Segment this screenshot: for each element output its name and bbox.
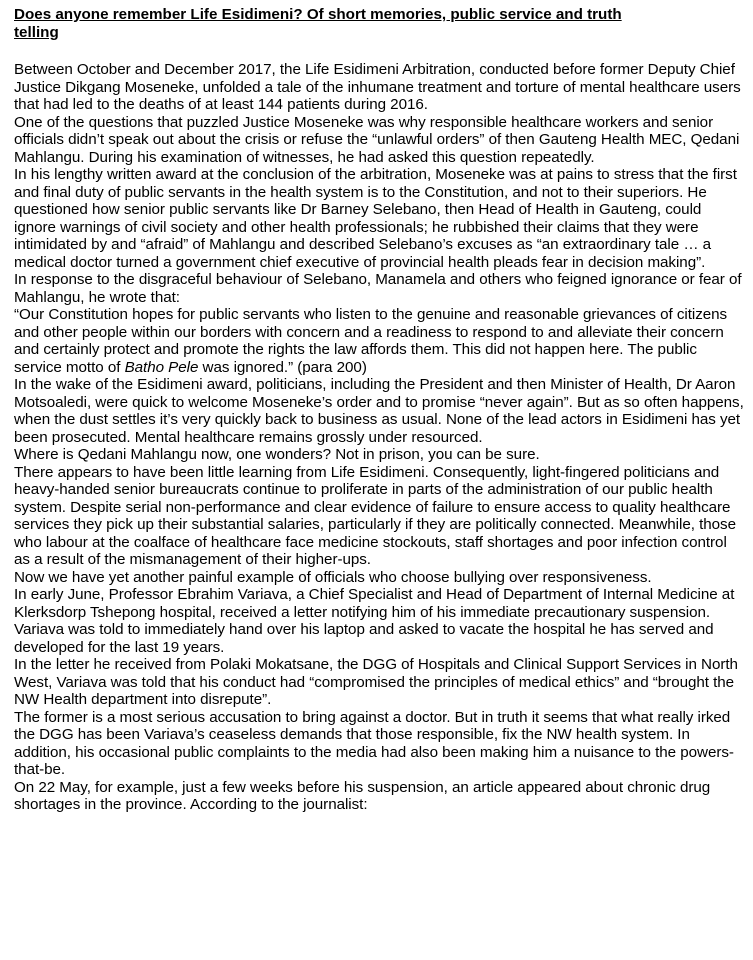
document-page [14,6,744,814]
paragraph: The former is a most serious accusation to bring against a doctor. But in truth it seems that what really irked the DGG has been Variava’s ceaseless demands that those responsible, fix the NW health system. In addition, his occasional public complaints to the media had also been making him a nuisance to the powers-that-be. [14,708,734,778]
paragraph: In the wake of the Esidimeni award, politicians, including the President and then Minister of Health, Dr Aaron Motsoaledi, were quick to welcome Moseneke’s order and to promise “never again”. But as so often happens, when the dust settles it’s very quickly back to business as usual. None of the lead actors in Esidimeni has yet been prosecuted. Mental healthcare remains grossly under resourced. [14,376,744,446]
constitution-quote [14,306,744,376]
article-title: Does anyone remember Life Esidimeni? Of short memories, public service and truth telling [14,6,622,41]
paragraph: In early June, Professor Ebrahim Variava, a Chief Specialist and Head of Department of Internal Medicine at Klerksdorp Tshepong hospital, received a letter notifying him of his immediate precautionary suspension. Variava was told to immediately hand over his laptop and asked to vacate the hospital he has served and developed for the last 19 years. [14,586,735,656]
quote-text-end: was ignored.” (para 200) [198,358,367,376]
article-body [14,61,744,814]
quote-italic-motto: Batho Pele [124,358,199,376]
quote-text-start: “Our Constitution hopes for public servants who listen to the genuine and reasonable grievances of citizens and other people within our borders with concern and a readiness to respond to and alleviate their concern and certainly protect and promote the rights the law affords them. This did not happen here. The public service motto of [14,306,728,376]
paragraph: Between October and December 2017, the Life Esidimeni Arbitration, conducted before former Deputy Chief Justice Dikgang Moseneke, unfolded a tale of the inhumane treatment and torture of mental healthcare users that had led to the deaths of at least 144 patients during 2016. [14,61,741,113]
paragraph: One of the questions that puzzled Justice Moseneke was why responsible healthcare workers and senior officials didn’t speak out about the crisis or refuse the “unlawful orders” of then Gauteng Health MEC, Qedani Mahlangu. During his examination of witnesses, he had asked this question repeatedly. [14,113,740,166]
paragraph: In the letter he received from Polaki Mokatsane, the DGG of Hospitals and Clinical Support Services in North West, Variava was told that his conduct had “compromised the principles of medical ethics” and “brought the NW Health department into disrepute”. [14,656,738,708]
paragraph: In his lengthy written award at the conclusion of the arbitration, Moseneke was at pains to stress that the first and final duty of public servants in the health system is to the Constitution, and not to their superiors. He questioned how senior public servants like Dr Barney Selebano, then Head of Health in Gauteng, could ignore warnings of civil society and other health professionals; he rubbished their claims that they were intimidated by and “afraid” of Mahlangu and described Selebano’s excuses as “an extraordinary tale … a medical doctor turned a government chief executive of provincial health pleads fear in decision making”. [14,166,737,271]
paragraph: Now we have yet another painful example of officials who choose bullying over responsiveness. [14,568,652,586]
paragraph: There appears to have been little learning from Life Esidimeni. Consequently, light-fingered politicians and heavy-handed senior bureaucrats continue to proliferate in parts of the administration of our public health system. Despite serial non-performance and clear evidence of failure to ensure access to quality healthcare services they pick up their substantial salaries, particularly if they are politically connected. Meanwhile, those who labour at the coalface of healthcare face medicine stockouts, staff shortages and poor infection control as a result of the mismanagement of their higher-ups. [14,463,736,568]
paragraph: In response to the disgraceful behaviour of Selebano, Manamela and others who feigned ignorance or fear of Mahlangu, he wrote that: [14,271,742,306]
paragraph: On 22 May, for example, just a few weeks before his suspension, an article appeared about chronic drug shortages in the province. According to the journalist: [14,778,711,813]
paragraph: Where is Qedani Mahlangu now, one wonders? Not in prison, you can be sure. [14,446,540,463]
